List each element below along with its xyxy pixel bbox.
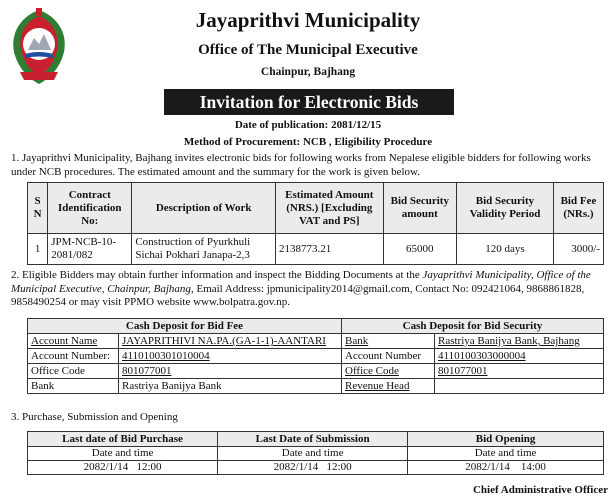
security-label: Account Number <box>342 349 435 364</box>
cell-contract-id: JPM-NCB-10-2081/082 <box>48 234 132 265</box>
cell-bid-fee: 3000/- <box>553 234 603 265</box>
purchase-submission-heading: 3. Purchase, Submission and Opening <box>11 411 178 423</box>
bidding-info-text-a: 2. Eligible Bidders may obtain further information and inspect the Bidding Documents at the <box>11 269 423 281</box>
col-header-contract-id: Contract Identification No: <box>48 183 132 234</box>
cell-validity-period: 120 days <box>457 234 554 265</box>
security-value: 801077001 <box>435 364 604 379</box>
col-header-submission: Last Date of Submission <box>218 432 408 447</box>
bidding-info-paragraph <box>11 269 609 310</box>
bid-summary-table <box>27 182 604 265</box>
intro-paragraph: 1. Jayaprithvi Municipality, Bajhang invites electronic bids for following works from Nepalese eligible bidders for following works under NCB procedures. The estimated amount and the summary for the work is given below. <box>11 152 591 178</box>
fee-label: Office Code <box>28 364 119 379</box>
schedule-table <box>27 431 604 475</box>
table-row <box>28 461 604 475</box>
office-name: Office of The Municipal Executive <box>198 42 418 58</box>
fee-value: Rastriya Banijya Bank <box>119 379 342 394</box>
fee-label: Account Name <box>28 334 119 349</box>
submission-sub-header: Date and time <box>218 447 408 461</box>
notice-title-banner: Invitation for Electronic Bids <box>164 89 454 115</box>
fee-value: JAYAPRITHIVI NA.PA.(GA-1-1)-AANTARI <box>119 334 342 349</box>
fee-value: 4110100301010004 <box>119 349 342 364</box>
fee-label: Bank <box>28 379 119 394</box>
cash-deposit-table <box>27 318 604 394</box>
cell-estimated-amount: 2138773.21 <box>276 234 384 265</box>
col-header-bid-opening: Bid Opening <box>408 432 604 447</box>
cell-bid-security: 65000 <box>383 234 456 265</box>
submission-datetime: 2082/1/14 12:00 <box>218 461 408 475</box>
table-row <box>28 234 604 265</box>
col-header-bid-security: Bid Security amount <box>383 183 456 234</box>
security-label: Revenue Head <box>342 379 435 394</box>
bid-security-deposit-header: Cash Deposit for Bid Security <box>342 319 604 334</box>
bidding-info-office: Jayaprithvi Municipality, Office of the Municipal Executive, Chainpur, Bajhang <box>11 269 591 295</box>
table-row <box>28 379 604 394</box>
security-value: Rastriya Banijya Bank, Bajhang <box>435 334 604 349</box>
table-row <box>28 349 604 364</box>
col-header-estimated-amount: Estimated Amount (NRS.) [Excluding VAT and PS] <box>276 183 384 234</box>
col-header-bid-fee: Bid Fee (NRs.) <box>553 183 603 234</box>
table-row <box>28 334 604 349</box>
table-row <box>28 447 604 461</box>
security-label: Office Code <box>342 364 435 379</box>
cell-description: Construction of Pyurkhuli Sichai Pokhari Janapa-2,3 <box>132 234 276 265</box>
bid-fee-deposit-header: Cash Deposit for Bid Fee <box>28 319 342 334</box>
office-location: Chainpur, Bajhang <box>260 66 356 78</box>
publication-date: Date of publication: 2081/12/15 <box>234 119 382 131</box>
procurement-method: Method of Procurement: NCB , Eligibility Procedure <box>183 136 433 148</box>
col-header-bid-purchase: Last date of Bid Purchase <box>28 432 218 447</box>
opening-sub-header: Date and time <box>408 447 604 461</box>
purchase-sub-header: Date and time <box>28 447 218 461</box>
opening-datetime: 2082/1/14 14:00 <box>408 461 604 475</box>
fee-label: Account Number: <box>28 349 119 364</box>
purchase-datetime: 2082/1/14 12:00 <box>28 461 218 475</box>
fee-value: 801077001 <box>119 364 342 379</box>
col-header-validity-period: Bid Security Validity Period <box>457 183 554 234</box>
table-row <box>28 364 604 379</box>
cell-sn: 1 <box>28 234 48 265</box>
signatory-title: Chief Administrative Officer <box>472 484 608 496</box>
col-header-sn: S N <box>28 183 48 234</box>
security-label: Bank <box>342 334 435 349</box>
bidding-info-text-c: , Email Address: jpmunicipality2014@gmail.com, Contact No: 092421064, 9868861828, 9858490254 or may visit PPMO website www.bolpatra.gov.np. <box>11 282 585 308</box>
security-value <box>435 379 604 394</box>
col-header-description: Description of Work <box>132 183 276 234</box>
security-value: 4110100303000004 <box>435 349 604 364</box>
municipality-name: Jayaprithvi Municipality <box>195 8 421 32</box>
